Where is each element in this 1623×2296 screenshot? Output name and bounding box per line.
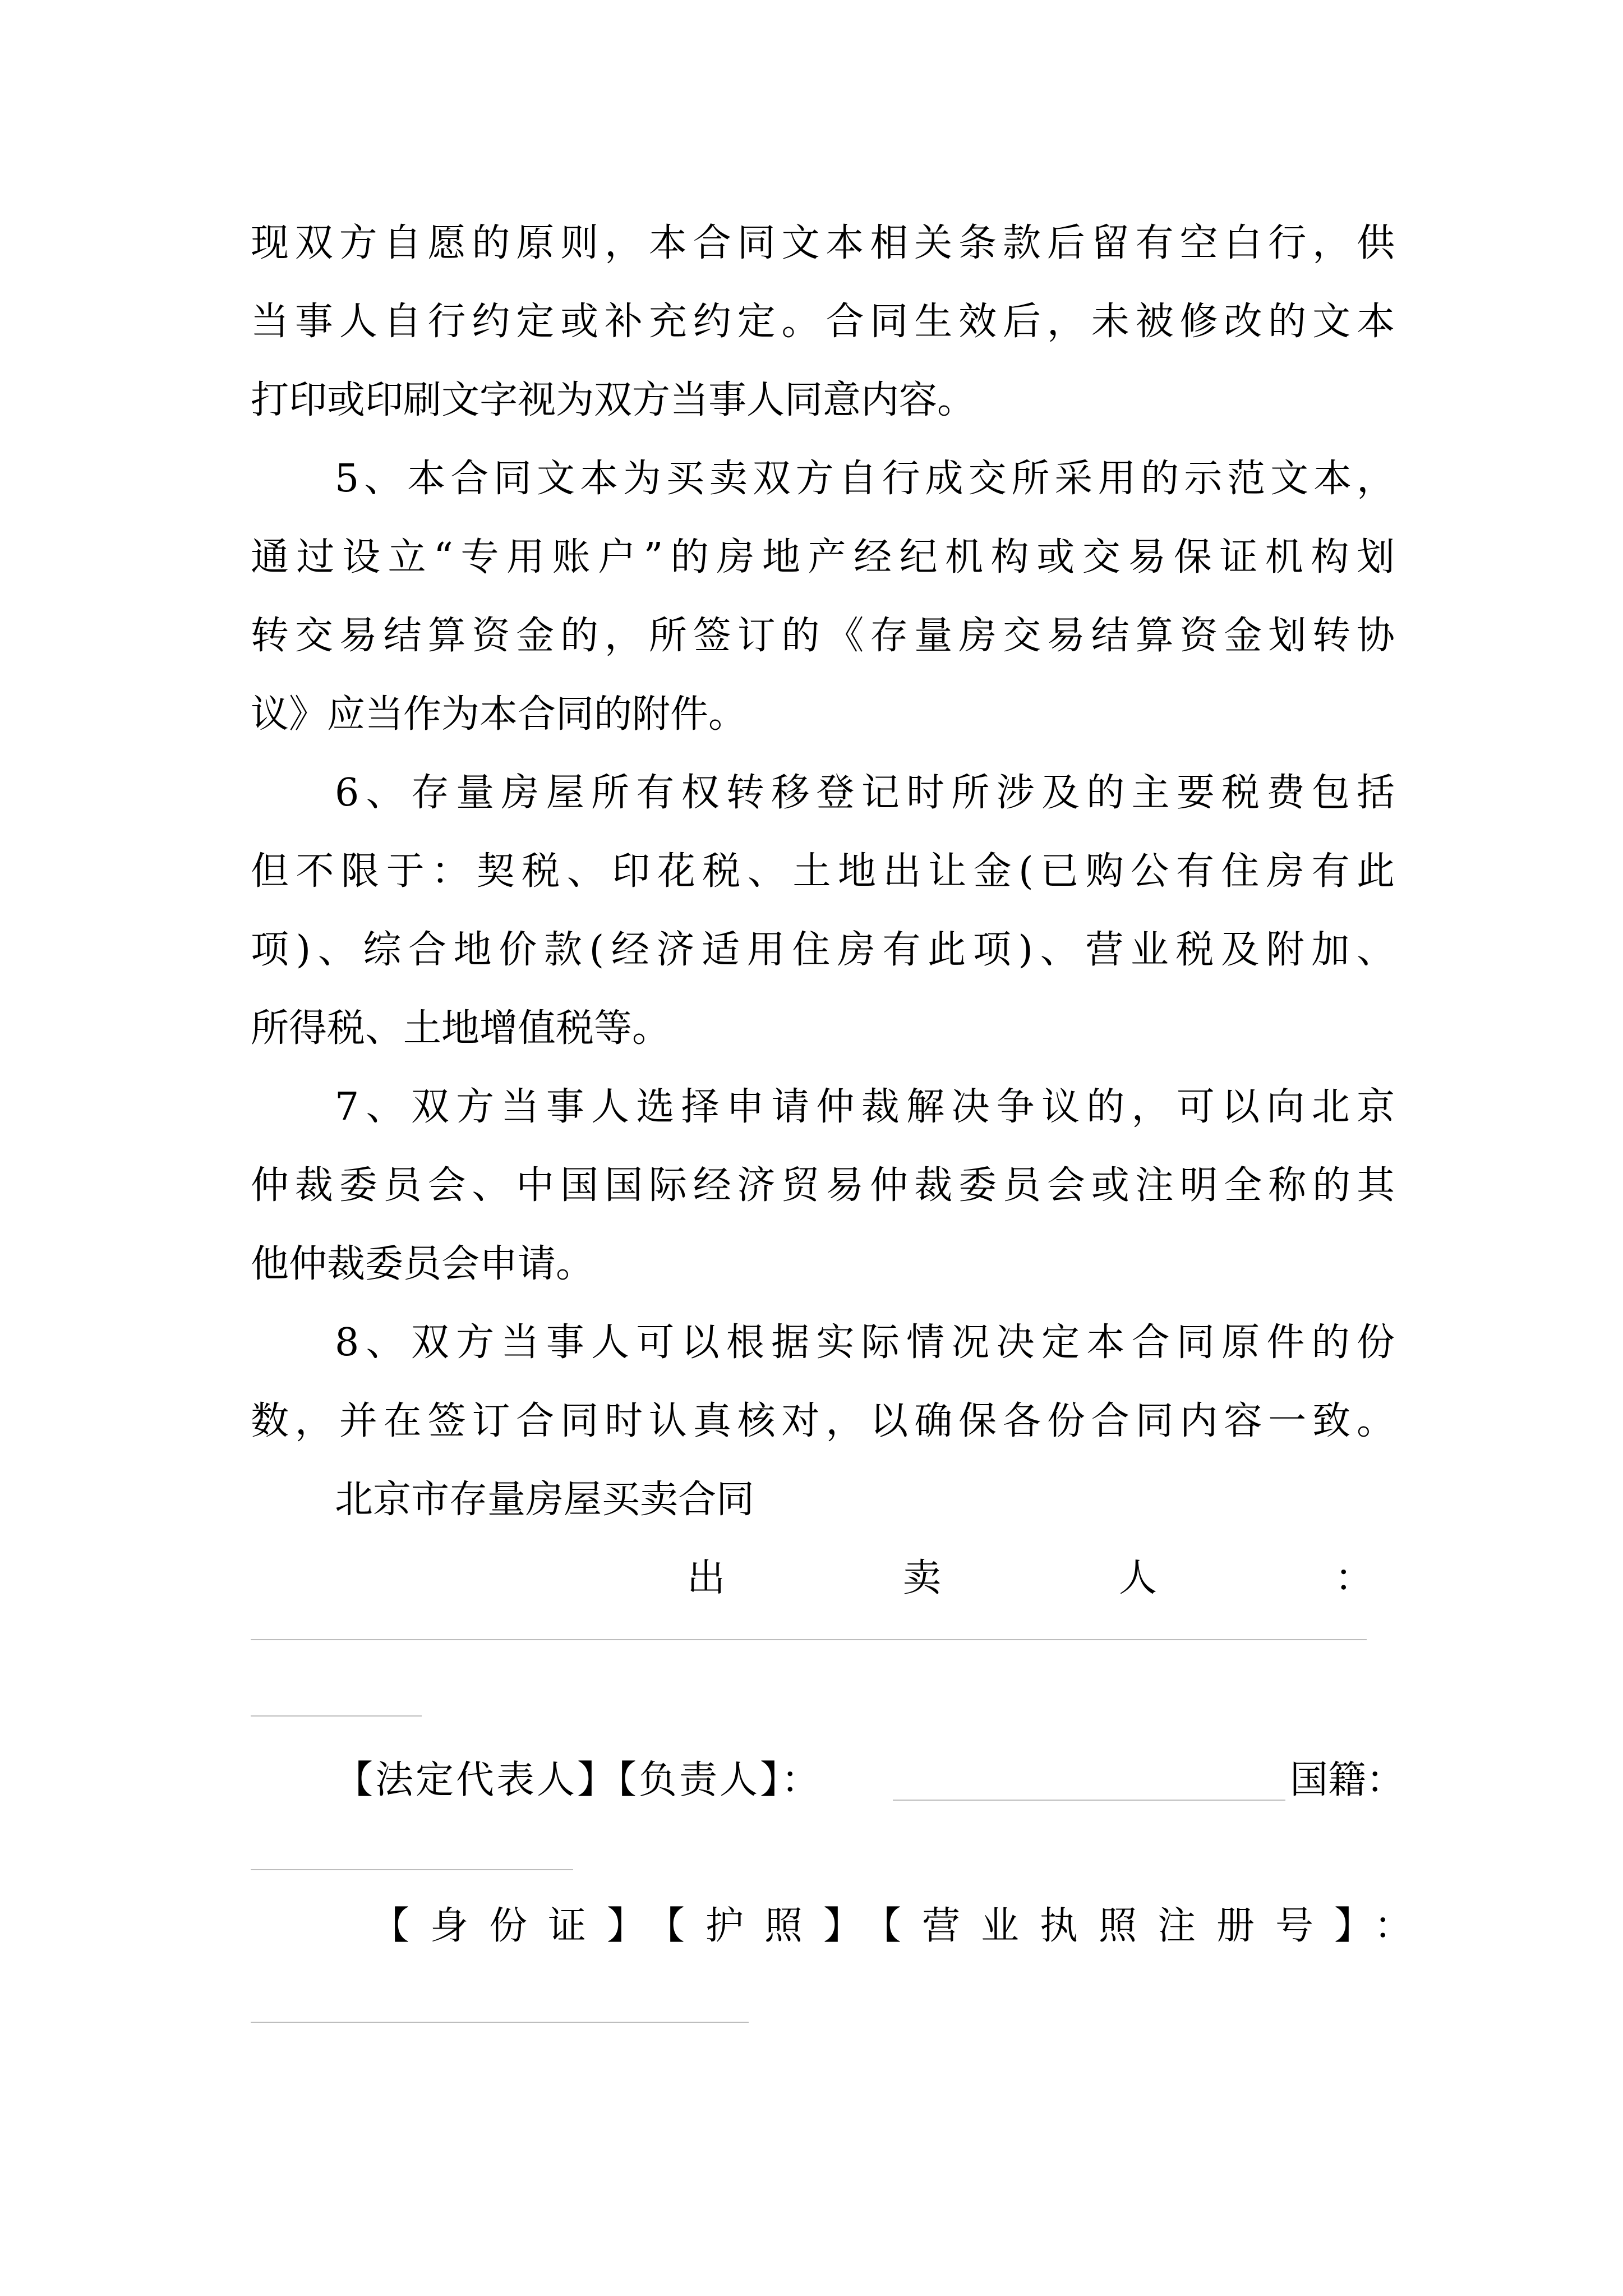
seller-label-char: 卖 (903, 1556, 942, 1600)
paragraph-line: 打印或印刷文字视为双方当事人同意内容。 (251, 378, 976, 422)
item-8-line: 8、双方当事人可以根据实际情况决定本合同原件的份 (335, 1320, 1395, 1365)
seller-blank-line (251, 1639, 1367, 1640)
item-8-line: 数，并在签订合同时认真核对，以确保各份合同内容一致。 (251, 1399, 1395, 1443)
item-5-line: 议》应当作为本合同的附件。 (251, 692, 747, 737)
item-6-line: 但不限于：契税、印花税、土地出让金(已购公有住房有此 (251, 849, 1395, 894)
item-6-line: 6、存量房屋所有权转移登记时所涉及的主要税费包括 (335, 771, 1395, 815)
seller-label-char: ： (1335, 1556, 1373, 1600)
paragraph-line: 现双方自愿的原则，本合同文本相关条款后留有空白行，供 (251, 221, 1395, 265)
id-document-blank-line (251, 2022, 749, 2023)
item-6-line: 所得税、土地增值税等。 (251, 1006, 671, 1051)
nationality-label: 国籍： (1290, 1758, 1405, 1802)
nationality-blank-line (251, 1869, 573, 1870)
item-7-line: 7、双方当事人选择申请仲裁解决争议的，可以向北京 (335, 1085, 1395, 1129)
item-5-line: 通过设立“专用账户”的房地产经纪机构或交易保证机构划 (251, 535, 1395, 579)
id-document-label: 【身份证】【护照】【营业执照注册号】： (371, 1904, 1433, 1948)
item-5-line: 5、本合同文本为买卖双方自行成交所采用的示范文本， (335, 457, 1395, 501)
paragraph-line: 当事人自行约定或补充约定。合同生效后，未被修改的文本 (251, 300, 1395, 344)
item-7-line: 仲裁委员会、中国国际经济贸易仲裁委员会或注明全称的其 (251, 1163, 1395, 1208)
seller-blank-line-continued (251, 1715, 422, 1717)
seller-label-char: 人 (1119, 1556, 1158, 1600)
contract-title: 北京市存量房屋买卖合同 (335, 1478, 755, 1522)
representative-label: 【法定代表人】【负责人】： (335, 1758, 822, 1802)
item-7-line: 他仲裁委员会申请。 (251, 1242, 594, 1286)
item-6-line: 项)、综合地价款(经济适用住房有此项)、营业税及附加、 (251, 928, 1395, 972)
seller-label-char: 出 (687, 1556, 726, 1600)
representative-blank-line (893, 1800, 1285, 1801)
item-5-line: 转交易结算资金的，所签订的《存量房交易结算资金划转协 (251, 614, 1395, 658)
